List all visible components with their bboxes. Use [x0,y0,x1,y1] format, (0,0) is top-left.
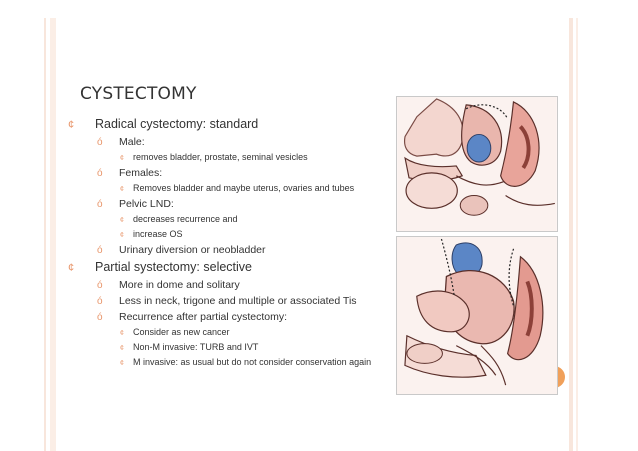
bullet-marker: ¢ [120,360,124,367]
bullet-marker: ó [97,137,103,148]
male-pelvis-anatomy-icon [397,97,557,231]
right-border-stripe [569,18,573,451]
slide-title: CYSTECTOMY [80,84,197,104]
bullet-pelvic-detail-2: ¢ increase OS [120,229,183,239]
bullet-recurrence: ó Recurrence after partial cystectomy: [97,311,288,323]
bullet-male: ó Male: [97,136,145,148]
bullet-females: ó Females: [97,167,163,179]
bullet-neck: ó Less in neck, trigone and multiple or associated Tis [97,295,357,307]
bullet-marker: ó [97,280,103,291]
bullet-pelvic-detail-1: ¢ decreases recurrence and [120,214,238,224]
bullet-marker: ó [97,312,103,323]
bullet-marker: ¢ [120,330,124,337]
bullet-radical: ¢ Radical cystectomy: standard [68,117,259,131]
bullet-dome: ó More in dome and solitary [97,279,240,291]
bullet-urinary-diversion: ó Urinary diversion or neobladder [97,244,266,256]
bullet-marker: ó [97,245,103,256]
left-border-stripe [44,18,46,451]
female-pelvis-image [396,236,558,395]
bullet-marker: ¢ [120,345,124,352]
bullet-marker: ¢ [120,232,124,239]
bullet-recurrence-detail-1: ¢ Consider as new cancer [120,327,230,337]
bullet-recurrence-detail-3: ¢ M invasive: as usual but do not consider conservation again [120,357,372,367]
bullet-male-detail: ¢ removes bladder, prostate, seminal vesicles [120,152,308,162]
bullet-marker: ¢ [120,155,124,162]
female-pelvis-anatomy-icon [397,237,557,394]
left-border-stripe [50,18,56,451]
bullet-marker: ¢ [68,119,75,131]
bullet-pelvic-lnd: ó Pelvic LND: [97,198,174,210]
bullet-marker: ¢ [120,217,124,224]
bullet-marker: ¢ [120,186,124,193]
bullet-list [68,117,388,372]
bullet-partial: ¢ Partial systectomy: selective [68,260,252,274]
bullet-marker: ¢ [68,262,75,274]
right-border-stripe [576,18,578,451]
bullet-marker: ó [97,199,103,210]
bullet-females-detail: ¢ Removes bladder and maybe uterus, ovaries and tubes [120,183,355,193]
bullet-marker: ó [97,296,103,307]
bullet-recurrence-detail-2: ¢ Non-M invasive: TURB and IVT [120,342,259,352]
bullet-marker: ó [97,168,103,179]
male-pelvis-image [396,96,558,232]
